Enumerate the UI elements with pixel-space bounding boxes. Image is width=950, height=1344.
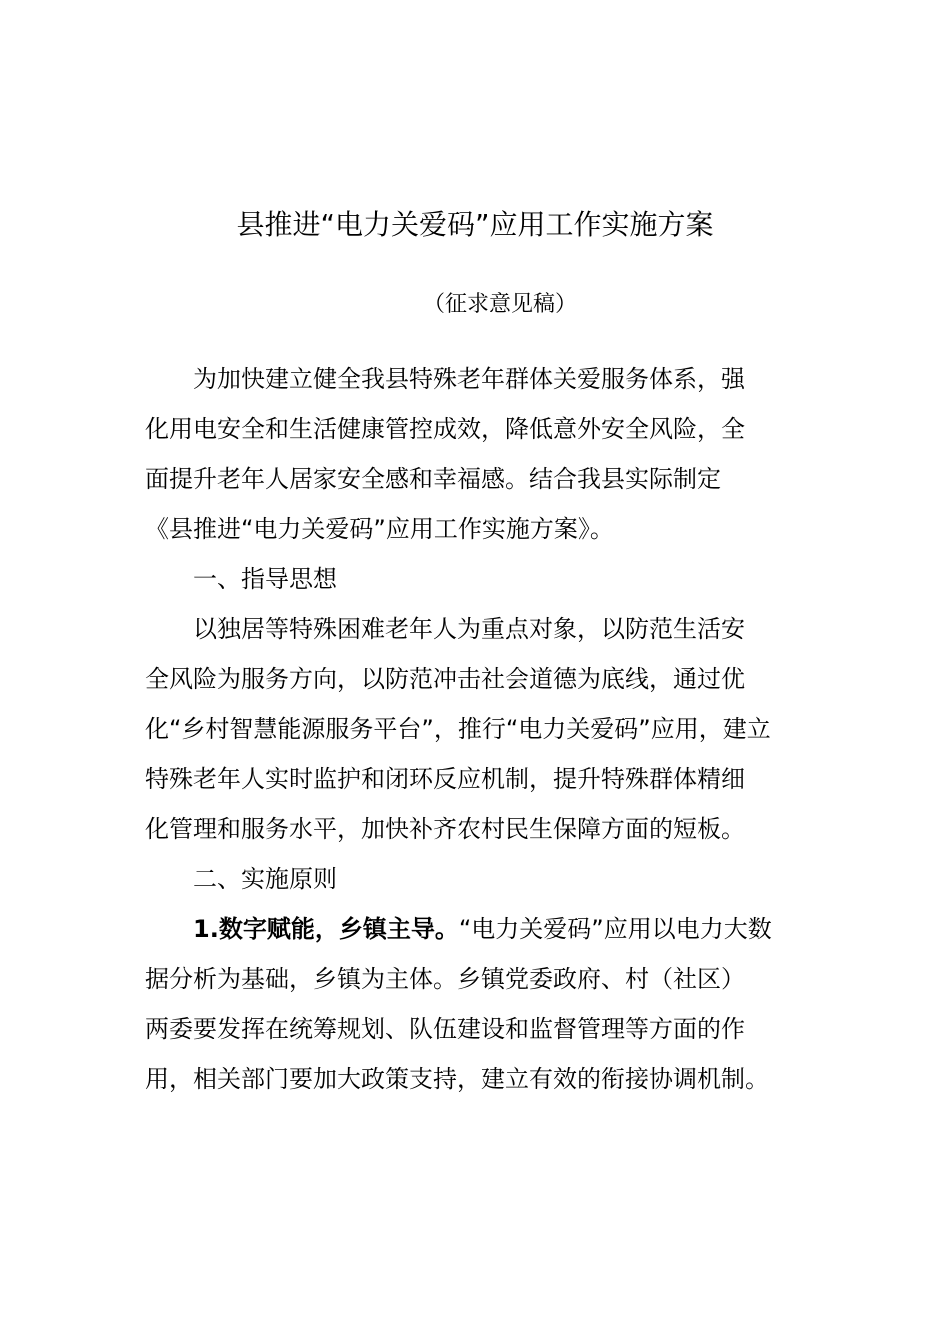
principle-label: 1.数字赋能，乡镇主导。: [193, 915, 459, 943]
intro-line: 为加快建立健全我县特殊老年群体关爱服务体系，强: [145, 365, 745, 393]
section-heading-principles: 二、实施原则: [145, 865, 337, 893]
paragraph-line: 用，相关部门要加大政策支持，建立有效的衔接协调机制。: [145, 1065, 769, 1093]
intro-line: 化用电安全和生活健康管控成效，降低意外安全风险，全: [145, 415, 745, 443]
document-title: 县推进“电力关爱码”应用工作实施方案: [236, 208, 714, 241]
principle-text: “电力关爱码”应用以电力大数: [458, 915, 772, 943]
paragraph-line: 特殊老年人实时监护和闭环反应机制，提升特殊群体精细: [145, 765, 745, 793]
indent: [145, 915, 193, 943]
section-heading-guiding-thought: 一、指导思想: [145, 565, 337, 593]
intro-line: 《县推进“电力关爱码”应用工作实施方案》。: [145, 515, 614, 543]
paragraph-line: 据分析为基础，乡镇为主体。乡镇党委政府、村（社区）: [145, 965, 745, 993]
paragraph-line: 两委要发挥在统筹规划、队伍建设和监督管理等方面的作: [145, 1015, 745, 1043]
paragraph-line: 全风险为服务方向，以防范冲击社会道德为底线，通过优: [145, 665, 745, 693]
intro-line: 面提升老年人居家安全感和幸福感。结合我县实际制定: [145, 465, 721, 493]
paragraph-line: 化管理和服务水平，加快补齐农村民生保障方面的短板。: [145, 815, 745, 843]
principle-first-line: [145, 912, 772, 946]
paragraph-line: 以独居等特殊困难老年人为重点对象，以防范生活安: [145, 615, 745, 643]
document-subtitle: （征求意见稿）: [422, 292, 577, 317]
paragraph-line: 化“乡村智慧能源服务平台”，推行“电力关爱码”应用，建立: [145, 715, 771, 743]
